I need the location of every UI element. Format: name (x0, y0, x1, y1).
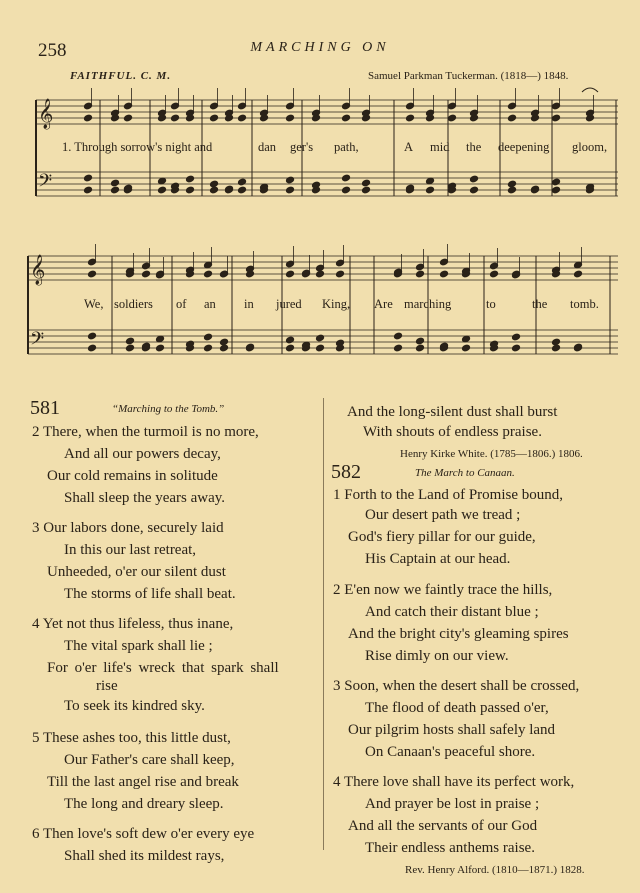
verse-line: To seek its kindred sky. (64, 698, 205, 714)
note-head (286, 336, 295, 344)
verse-line: 2 There, when the turmoil is no more, (32, 424, 259, 440)
verse-line: With shouts of endless praise. (363, 424, 542, 440)
verse-line: The long and dreary sleep. (64, 796, 224, 812)
note-head (171, 114, 180, 122)
hymn-581-attribution: Henry Kirke White. (1785—1806.) 1806. (400, 448, 583, 460)
note-head (316, 270, 325, 278)
note-head (186, 175, 195, 183)
note-head (158, 186, 167, 194)
verse-line: Our desert path we tread ; (365, 507, 521, 523)
note-head (394, 332, 403, 340)
lyric-word: soldiers (114, 297, 153, 311)
hymn-581-title: “Marching to the Tomb.” (112, 403, 225, 415)
verse-line: Shall shed its mildest rays, (64, 848, 225, 864)
note-head (156, 344, 165, 352)
verse-line: God's fiery pillar for our guide, (348, 529, 536, 545)
verse-line: 1 Forth to the Land of Promise bound, (333, 487, 563, 503)
verse-line: 4 There love shall have its perfect work, (333, 774, 575, 790)
lyric-word: gloom, (572, 140, 608, 154)
note-head (286, 344, 295, 352)
verse-line: 3 Soon, when the desert shall be crossed, (333, 678, 580, 694)
note-head (88, 270, 97, 278)
note-head (204, 333, 213, 341)
hymn-581-number: 581 (30, 397, 60, 419)
lyric-word: A (404, 140, 414, 154)
note-head (88, 344, 97, 352)
note-head (394, 344, 403, 352)
note-head (84, 186, 93, 194)
verse-line: Their endless anthems raise. (365, 840, 535, 856)
verse-line: His Captain at our head. (365, 551, 511, 567)
lyric-word: the (466, 140, 482, 154)
note-head (142, 270, 151, 278)
note-head (126, 337, 135, 345)
verse-line: And the long-silent dust shall burst (347, 404, 558, 420)
note-head (286, 176, 295, 184)
lyric-word: path, (334, 140, 359, 154)
note-head (210, 114, 219, 122)
lyric-word: Are (374, 297, 393, 311)
note-head (336, 270, 345, 278)
lyric-word: an (204, 297, 216, 311)
note-head (342, 186, 351, 194)
note-head (552, 344, 561, 352)
lyric-word: marching (404, 297, 452, 311)
verse-line: The storms of life shall beat. (64, 586, 236, 602)
verse-line: On Canaan's peaceful shore. (365, 744, 536, 760)
note-head (470, 186, 479, 194)
verse-line: 3 Our labors done, securely laid (32, 520, 224, 536)
note-head (512, 344, 521, 352)
note-head (126, 344, 135, 352)
lyric-word: ger's (290, 140, 314, 154)
lyric-word: to (486, 297, 496, 311)
note-head (552, 186, 561, 194)
verse-line: Till the last angel rise and break (47, 774, 239, 790)
hymn-582-title: The March to Canaan. (415, 467, 515, 479)
note-head (448, 114, 457, 122)
note-head (286, 270, 295, 278)
note-head (316, 344, 325, 352)
verse-line: 6 Then love's soft dew o'er every eye (32, 826, 255, 842)
verse-line: Shall sleep the years away. (64, 490, 226, 506)
note-head (84, 114, 93, 122)
verse-line: 5 These ashes too, this little dust, (32, 730, 231, 746)
note-head (490, 270, 499, 278)
hymn-582-attribution: Rev. Henry Alford. (1810—1871.) 1828. (405, 864, 585, 876)
note-head (238, 114, 247, 122)
note-head (462, 344, 471, 352)
lyric-word: tomb. (570, 297, 599, 311)
lyric-word: dan (258, 140, 277, 154)
note-head (342, 174, 351, 182)
tune-name: FAITHFUL. C. M. (70, 70, 172, 82)
treble-clef-icon: 𝄞 (30, 255, 46, 285)
verse-line: Our pilgrim hosts shall safely land (348, 722, 556, 738)
note-head (362, 186, 371, 194)
lyric-word: of (176, 297, 187, 311)
lyric-word: King, (322, 297, 351, 311)
note-head (204, 270, 213, 278)
note-head (186, 186, 195, 194)
verse-line: The vital spark shall lie ; (64, 638, 213, 654)
note-head (470, 175, 479, 183)
hymn-582-number: 582 (331, 461, 361, 483)
page-number: 258 (38, 40, 67, 61)
bass-clef-icon: 𝄢 (30, 329, 45, 354)
note-head (204, 344, 213, 352)
note-head (416, 270, 425, 278)
verse-line: Our Father's care shall keep, (64, 752, 235, 768)
note-head (552, 114, 561, 122)
note-head (238, 178, 247, 186)
verse-line: And catch their distant blue ; (365, 604, 539, 620)
lyric-word: jured (276, 297, 302, 311)
bass-clef-icon: 𝄢 (38, 171, 53, 196)
lyric-word: 1. Through sorrow's night and (62, 140, 213, 154)
verse-line: For o'er life's wreck that spark shall (47, 660, 279, 676)
note-head (286, 114, 295, 122)
verse-line: 2 E'en now we faintly trace the hills, (333, 582, 553, 598)
note-head (416, 344, 425, 352)
note-head (220, 344, 229, 352)
verse-line: Unheeded, o'er our silent dust (47, 564, 226, 580)
note-head (508, 114, 517, 122)
note-head (512, 333, 521, 341)
note-head (440, 270, 449, 278)
verse-line: 4 Yet not thus lifeless, thus inane, (32, 616, 234, 632)
fermata-icon (582, 88, 598, 92)
verse-line: And the bright city's gleaming spires (348, 626, 569, 642)
column-divider (323, 398, 324, 850)
note-head (426, 186, 435, 194)
lyric-word: the (532, 297, 548, 311)
verse-line: In this our last retreat, (64, 542, 197, 558)
verse-line: And prayer be lost in praise ; (365, 796, 540, 812)
note-head (238, 186, 247, 194)
verse-line: Our cold remains in solitude (47, 468, 218, 484)
note-head (552, 178, 561, 186)
note-head (111, 186, 120, 194)
verse-line: Rise dimly on our view. (365, 648, 509, 664)
lyric-word: in (244, 297, 254, 311)
note-head (508, 186, 517, 194)
note-head (362, 179, 371, 187)
note-head (574, 270, 583, 278)
note-head (342, 114, 351, 122)
composer-credit: Samuel Parkman Tuckerman. (1818—) 1848. (368, 70, 569, 82)
lyric-word: mid (430, 140, 450, 154)
note-head (84, 174, 93, 182)
lyric-word: deepening (498, 140, 550, 154)
note-head (124, 114, 133, 122)
note-head (111, 179, 120, 187)
verse-line: And all our powers decay, (64, 446, 221, 462)
note-head (416, 337, 425, 345)
verse-line: The flood of death passed o'er, (365, 700, 549, 716)
treble-clef-icon: 𝄞 (38, 99, 54, 129)
verse-line: rise (96, 678, 118, 694)
note-head (88, 332, 97, 340)
note-head (210, 186, 219, 194)
note-head (316, 334, 325, 342)
note-head (406, 114, 415, 122)
verse-line: And all the servants of our God (348, 818, 538, 834)
running-title: MARCHING ON (250, 40, 390, 55)
note-head (286, 186, 295, 194)
lyric-word: We, (84, 297, 104, 311)
